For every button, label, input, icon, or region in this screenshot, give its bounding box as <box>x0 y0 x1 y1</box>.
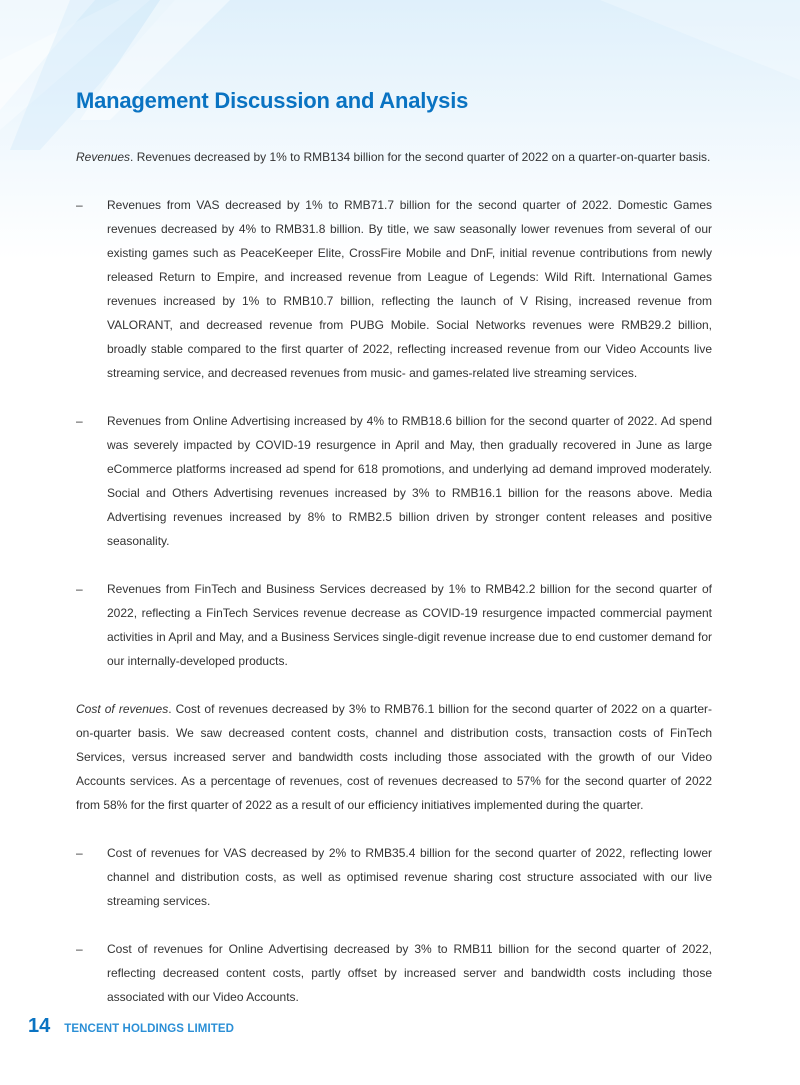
bullet-text: Revenues from Online Advertising increased by 4% to RMB18.6 billion for the second quarter of 2022. Ad spend was severely impacted by COVID-19 resurgence in April and May, then gradually recovered in June as large eCommerce platforms increased ad spend for 618 promotions, and underlying ad demand improved moderately. Social and Others Advertising revenues increased by 3% to RMB16.1 billion for the reasons above. Media Advertising revenues increased by 8% to RMB2.5 billion driven by stronger content releases and positive seasonality. <box>107 414 712 548</box>
paragraph-text: . Revenues decreased by 1% to RMB134 billion for the second quarter of 2022 on a quarter-on-quarter basis. <box>130 150 711 164</box>
bullet-text: Cost of revenues for VAS decreased by 2% to RMB35.4 billion for the second quarter of 2022, reflecting lower channel and distribution costs, as well as optimised revenue sharing cost structure associated with our live streaming services. <box>107 846 712 908</box>
bullet-marker: – <box>76 414 83 428</box>
page-title: Management Discussion and Analysis <box>76 88 469 113</box>
bullet-text: Revenues from VAS decreased by 1% to RMB71.7 billion for the second quarter of 2022. Domestic Games revenues decreased by 4% to RMB31.8 billion. By title, we saw seasonally lower revenues from several of our existing games such as PeaceKeeper Elite, CrossFire Mobile and DnF, initial revenue contributions from newly released Return to Empire, and increased revenue from League of Legends: Wild Rift. International Games revenues increased by 1% to RMB10.7 billion, reflecting the launch of V Rising, increased revenue from VALORANT, and decreased revenue from PUBG Mobile. Social Networks revenues were RMB29.2 billion, broadly stable compared to the first quarter of 2022, reflecting increased revenue from our Video Accounts live streaming service, and decreased revenues from music- and games-related live streaming services. <box>107 198 712 380</box>
paragraph-text: . Cost of revenues decreased by 3% to RMB76.1 billion for the second quarter of 2022 on a quarter-on-quarter basis. We saw decreased content costs, channel and distribution costs, transaction costs of FinTech Services, versus increased server and bandwidth costs including those associated with the growth of our Video Accounts services. As a percentage of revenues, cost of revenues decreased to 57% for the second quarter of 2022 from 58% for the first quarter of 2022 as a result of our efficiency initiatives implemented during the quarter. <box>76 702 712 812</box>
page-number: 14 <box>28 1015 51 1037</box>
paragraph-cost-of-revenues <box>76 697 712 817</box>
document-body <box>76 145 712 1033</box>
paragraph-lead: Revenues <box>76 150 131 164</box>
bullet-fintech-revenues <box>76 577 712 673</box>
company-name: TENCENT HOLDINGS LIMITED <box>64 1023 235 1035</box>
bullet-marker: – <box>76 198 83 212</box>
bullet-marker: – <box>76 582 83 596</box>
paragraph-revenues <box>76 145 712 169</box>
bullet-online-advertising-revenues <box>76 409 712 553</box>
page-footer <box>28 1015 234 1038</box>
bullet-online-advertising-cost <box>76 937 712 1009</box>
bullet-text: Cost of revenues for Online Advertising decreased by 3% to RMB11 billion for the second quarter of 2022, reflecting decreased content costs, partly offset by increased server and bandwidth costs including those associated with our Video Accounts. <box>107 942 712 1004</box>
bullet-vas-cost <box>76 841 712 913</box>
bullet-vas-revenues <box>76 193 712 385</box>
bullet-text: Revenues from FinTech and Business Services decreased by 1% to RMB42.2 billion for the second quarter of 2022, reflecting a FinTech Services revenue decrease as COVID-19 resurgence impacted commercial payment activities in April and May, and a Business Services single-digit revenue increase due to end customer demand for our internally-developed products. <box>107 582 712 668</box>
bullet-marker: – <box>76 942 83 956</box>
bullet-marker: – <box>76 846 83 860</box>
paragraph-lead: Cost of revenues <box>76 702 169 716</box>
